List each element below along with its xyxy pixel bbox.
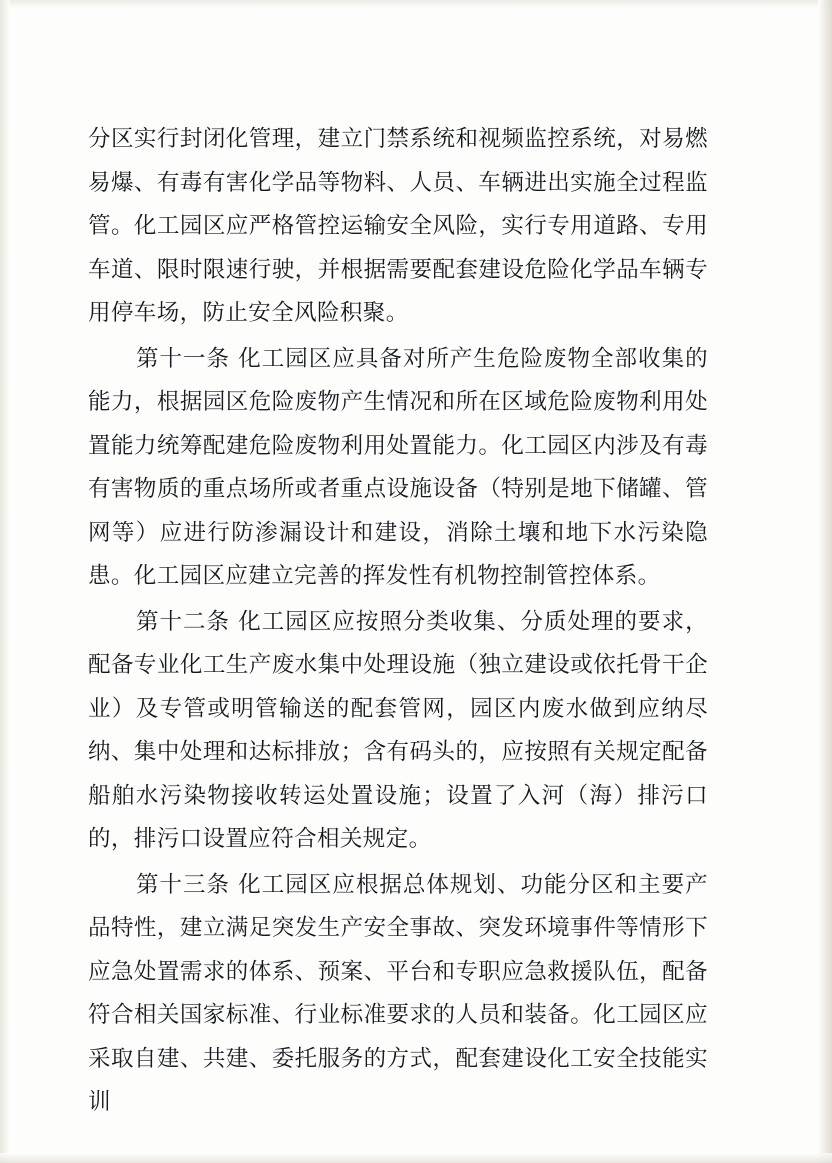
page-edge-top: [0, 0, 832, 8]
page-edge-right: [818, 0, 832, 1163]
page-edge-bottom: [0, 1153, 832, 1163]
paragraph-article-twelve: 第十二条 化工园区应按照分类收集、分质处理的要求，配备专业化工生产废水集中处理设施（独立建设或依托骨干企业）及专管或明管输送的配套管网，园区内废水做到应纳尽纳、集中处理和达标排放；含有码头的，应按照有关规定配备船舶水污染物接收转运处置设施；设置了入河（海）排污口的，排污口设置应符合相关规定。: [88, 608, 708, 852]
paragraph-continuation: 分区实行封闭化管理，建立门禁系统和视频监控系统，对易燃易爆、有毒有害化学品等物料、人员、车辆进出实施全过程监管。化工园区应严格管控运输安全风险，实行专用道路、专用车道、限时限速行驶，并根据需要配套建设危险化学品车辆专用停车场，防止安全风险积聚。: [88, 126, 708, 326]
page-edge-left: [0, 0, 10, 1163]
paragraph-article-thirteen: 第十三条 化工园区应根据总体规划、功能分区和主要产品特性，建立满足突发生产安全事故、突发环境事件等情形下应急处置需求的体系、预案、平台和专职应急救援队伍，配备符合相关国家标准、行业标准要求的人员和装备。化工园区应采取自建、共建、委托服务的方式，配套建设化工安全技能实训: [88, 871, 708, 1115]
document-body: [88, 118, 708, 1127]
paragraph-article-eleven: 第十一条 化工园区应具备对所产生危险废物全部收集的能力，根据园区危险废物产生情况和所在区域危险废物利用处置能力统筹配建危险废物利用处置能力。化工园区内涉及有毒有害物质的重点场所或者重点设施设备（特别是地下储罐、管网等）应进行防渗漏设计和建设，消除土壤和地下水污染隐患。化工园区应建立完善的挥发性有机物控制管控体系。: [88, 345, 708, 589]
